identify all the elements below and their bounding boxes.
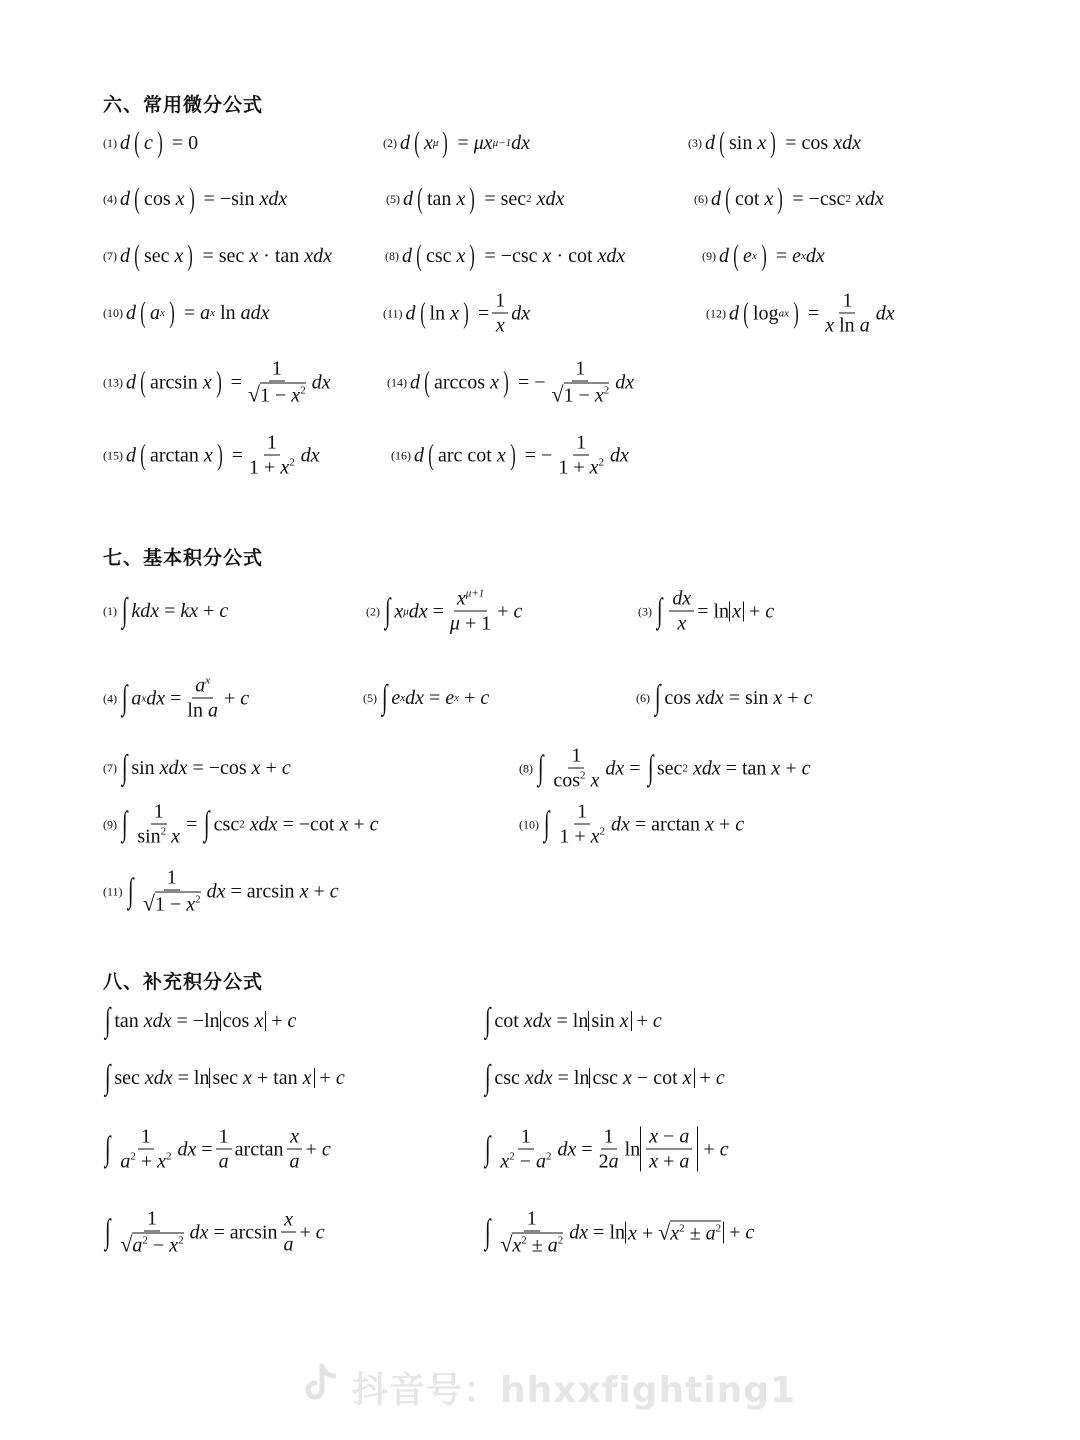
- supp-formula-log-ratio: ∫ 1 $x^2 - a^2$ dx = 1 2a ln $\frac{x - a}{x + a}$ + c: [484, 1125, 729, 1173]
- supp-formula-arctan: ∫ 1 $a^2 + x^2$ dx = 1 a arctan x a + c: [104, 1125, 331, 1173]
- formula-number: (14): [387, 375, 407, 389]
- diff-formula-2: (2) d ( x μ ) = μx μ−1 dx: [383, 126, 530, 159]
- diff-formula-10: (10) d ( a x ) = a x ln adx: [103, 296, 270, 329]
- formula-number: (1): [103, 604, 117, 618]
- formula-number: (11): [103, 884, 123, 898]
- section-title-differential: 六、常用微分公式: [103, 94, 264, 116]
- int-formula-6: (6) ∫ cos xdx = sin x + c: [636, 679, 813, 716]
- douyin-logo-icon: [300, 1362, 340, 1406]
- diff-formula-15: (15) d ( arctan x ) = 1 $1 + x^2$ dx: [103, 431, 320, 479]
- int-formula-9: (9) ∫ 1 $\sin^2 x$ = ∫ csc 2 xdx = −cot x + c: [103, 800, 379, 848]
- supp-formula-tan: ∫ tan xdx = −ln cos x + c: [104, 1002, 297, 1039]
- formula-number: (10): [519, 817, 539, 831]
- formula-number: (10): [103, 306, 123, 320]
- int-formula-1: (1) ∫ kdx = kx + c: [103, 592, 229, 629]
- formula-number: (12): [706, 306, 726, 320]
- formula-number: (13): [103, 375, 123, 389]
- supp-formula-cot: ∫ cot xdx = ln sin x + c: [484, 1002, 662, 1039]
- section-title-supplementary-integral: 八、补充积分公式: [103, 971, 264, 993]
- int-formula-10: (10) ∫ 1 $1 + x^2$ dx = arctan x + c: [519, 800, 745, 848]
- int-formula-7: (7) ∫ sin xdx = −cos x + c: [103, 749, 291, 786]
- diff-formula-8: (8) d ( csc x ) = −csc x · cot xdx: [385, 239, 626, 272]
- formula-number: (4): [103, 192, 117, 206]
- diff-formula-6: (6) d ( cot x ) = −csc 2 xdx: [694, 182, 884, 215]
- formula-number: (11): [383, 306, 403, 320]
- int-formula-3: (3) ∫ dx x = ln x + c: [638, 587, 775, 635]
- formula-number: (1): [103, 136, 117, 150]
- formula-number: (9): [103, 817, 117, 831]
- formula-number: (2): [366, 604, 380, 618]
- section-title-basic-integral: 七、基本积分公式: [103, 547, 264, 569]
- supp-formula-sec: ∫ sec xdx = ln sec x + tan x + c: [104, 1059, 345, 1096]
- formula-number: (6): [694, 192, 708, 206]
- formula-number: (7): [103, 761, 117, 775]
- formula-number: (5): [363, 691, 377, 705]
- formula-number: (3): [638, 604, 652, 618]
- formula-number: (4): [103, 691, 117, 705]
- supp-formula-csc: ∫ csc xdx = ln csc x − cot x + c: [484, 1059, 725, 1096]
- int-formula-8: (8) ∫ 1 $\cos^2 x$ dx = ∫ sec 2 xdx = tan x + c: [519, 744, 811, 792]
- diff-formula-1: (1) d ( c ) = 0: [103, 126, 199, 159]
- int-formula-4: (4) ∫ a x dx = $a^x$ ln a + c: [103, 674, 250, 722]
- formula-number: (8): [385, 249, 399, 263]
- diff-formula-11: (11) d ( ln x ) = 1 x dx: [383, 289, 531, 337]
- int-formula-2: (2) ∫ x μ dx = $x^{\mu+1}$ μ + 1 + c: [366, 587, 523, 635]
- int-formula-11: (11) ∫ 1 $√1 - x^2$ dx = arcsin x + c: [103, 866, 339, 916]
- formula-number: (2): [383, 136, 397, 150]
- supp-formula-log-sqrt: ∫ 1 $√x^2 \pm a^2$ dx = ln $x + √x^2 \pm a^2$ + c: [484, 1207, 755, 1257]
- diff-formula-14: (14) d ( arccos x ) = − 1 $√1 - x^2$ dx: [387, 357, 635, 407]
- formula-number: (6): [636, 691, 650, 705]
- formula-number: (5): [386, 192, 400, 206]
- diff-formula-3: (3) d ( sin x ) = cos xdx: [688, 126, 861, 159]
- formula-number: (16): [391, 448, 411, 462]
- formula-number: (15): [103, 448, 123, 462]
- formula-number: (7): [103, 249, 117, 263]
- diff-formula-12: (12) d ( log a x ) = 1 x ln a dx: [706, 289, 895, 337]
- diff-formula-5: (5) d ( tan x ) = sec 2 xdx: [386, 182, 565, 215]
- diff-formula-9: (9) d ( e x ) = e x dx: [702, 239, 825, 272]
- formula-number: (9): [702, 249, 716, 263]
- diff-formula-13: (13) d ( arcsin x ) = 1 $√1 - x^2$ dx: [103, 357, 331, 407]
- formula-number: (3): [688, 136, 702, 150]
- int-formula-5: (5) ∫ e x dx = e x + c: [363, 679, 490, 716]
- diff-formula-4: (4) d ( cos x ) = −sin xdx: [103, 182, 288, 215]
- supp-formula-arcsin: ∫ 1 $√a^2 - x^2$ dx = arcsin x a + c: [104, 1207, 325, 1257]
- diff-formula-16: (16) d ( arc cot x ) = − 1 $1 + x^2$ dx: [391, 431, 629, 479]
- diff-formula-7: (7) d ( sec x ) = sec x · tan xdx: [103, 239, 333, 272]
- watermark-text: 抖音号：hhxxfighting1: [352, 1370, 797, 1411]
- formula-number: (8): [519, 761, 533, 775]
